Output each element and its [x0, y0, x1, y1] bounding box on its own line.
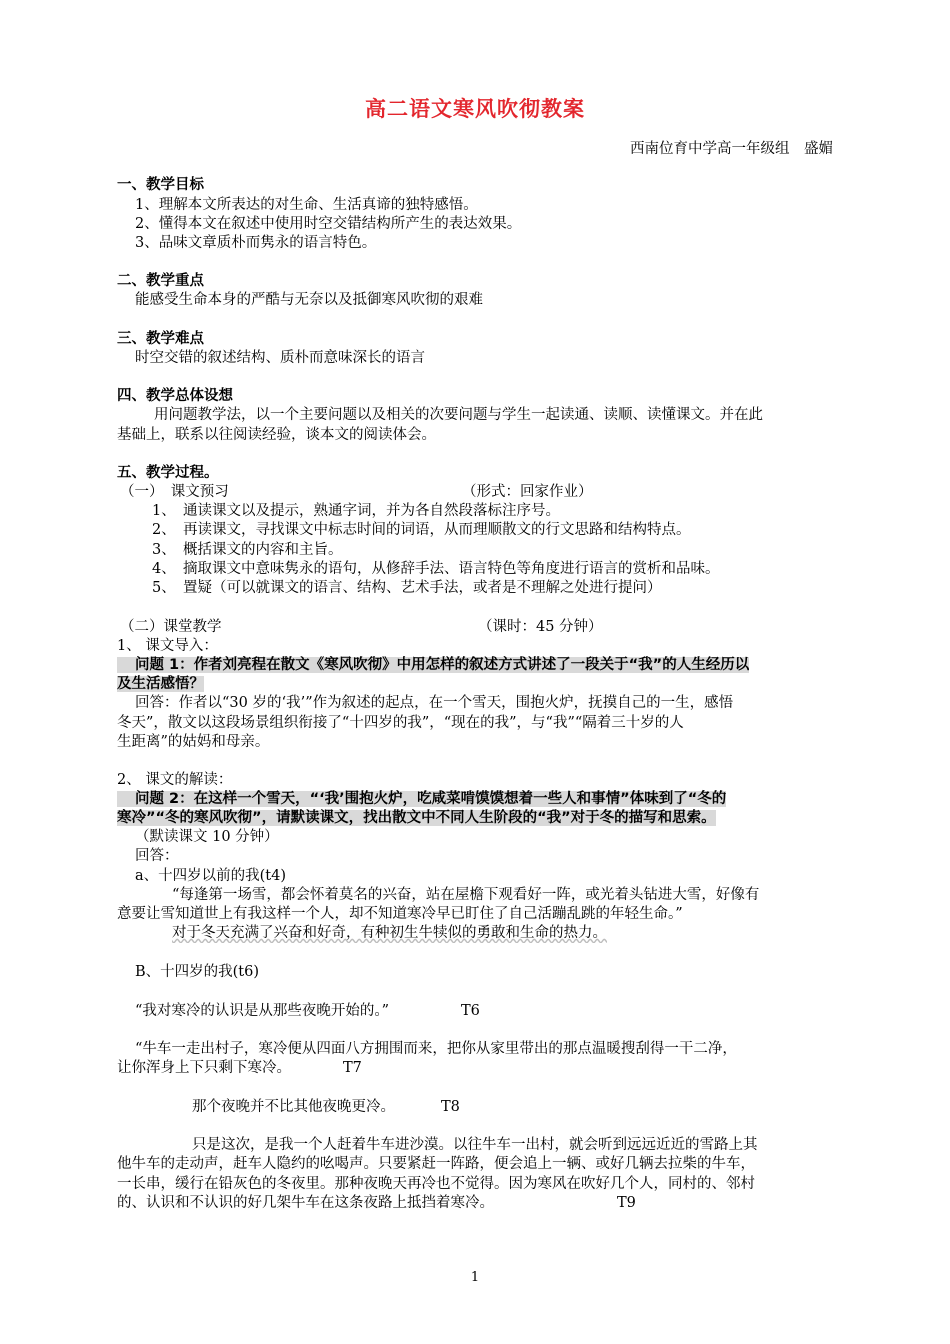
stage-b-quote: 只是这次，是我一个人赶着牛车进沙漠。以往牛车一出村，就会听到远远近近的雪路上其 — [192, 1137, 758, 1153]
question-2-line — [117, 808, 833, 828]
intro-heading: 1、 课文导入： — [117, 638, 218, 654]
difficulties-text: 时空交错的叙述结构、质朴而意味深长的语言 — [135, 350, 425, 366]
objective-item: 1、理解本文所表达的对生命、生活真谛的独特感悟。 — [135, 197, 478, 213]
paragraph-ref: T9 — [617, 1195, 636, 1211]
preview-item: 1、 通读课文以及提示，熟通字词，并为各自然段落标注序号。 — [152, 503, 560, 519]
design-text-line: 用问题教学法，以一个主要问题以及相关的次要问题与学生一起读通、读顺、读懂课文。并在此 — [154, 407, 763, 423]
question-1-text: 问题 1：作者刘亮程在散文《寒风吹彻》中用怎样的叙述方式讲述了一段关于“我”的人生经历以 — [117, 657, 749, 673]
section-heading-difficulties: 三、教学难点 — [117, 331, 204, 347]
design-text-line: 基础上，联系以往阅读经验，谈本文的阅读体会。 — [117, 427, 436, 443]
stage-b-quote: 一长串，缓行在铅灰色的冬夜里。那种夜晚天再冷也不觉得。因为寒风在吹好几个人，同村的、邻村 — [117, 1176, 755, 1192]
objective-item: 2、懂得本文在叙述中使用时空交错结构所产生的表达效果。 — [135, 216, 522, 232]
part-classroom-time: （课时：45 分钟） — [478, 619, 603, 635]
stage-a-quote: “每逢第一场雪，都会怀着莫名的兴奋，站在屋檐下观看好一阵，或光着头钻进大雪，好像有 — [172, 887, 760, 903]
silent-reading-note: （默读课文 10 分钟） — [135, 829, 279, 845]
stage-a-quote: 意要让雪知道世上有我这样一个人，却不知道寒冷早已盯住了自己活蹦乱跳的年轻生命。” — [117, 906, 683, 922]
answer-1-line: 冬天”，散文以这段场景组织衔接了“十四岁的我”，“现在的我”，与“我”“隔着三十岁的人 — [117, 715, 684, 731]
stage-b-quote: “我对寒冷的认识是从那些夜晚开始的。” — [135, 1003, 390, 1019]
answer-1-line: 生距离”的姑妈和母亲。 — [117, 734, 270, 750]
stage-b-quote: 那个夜晚并不比其他夜晚更冷。 — [192, 1099, 395, 1115]
objective-item: 3、品味文章质朴而隽永的语言特色。 — [135, 235, 377, 251]
paragraph-ref: T7 — [343, 1060, 362, 1076]
section-heading-overall-design: 四、教学总体设想 — [117, 388, 233, 404]
answer-label: 回答： — [135, 848, 179, 864]
part-preview-label: （一） 课文预习 — [120, 484, 229, 500]
question-2-text: 问题 2：在这样一个雪天，“‘我’围抱火炉，吃咸菜啃馍馍想着一些人和事情”体味到了“冬的 — [117, 791, 726, 807]
document-title: 高二语文寒风吹彻教案 — [365, 97, 585, 121]
section-heading-objectives: 一、教学目标 — [117, 177, 204, 193]
part-preview-form: （形式：回家作业） — [462, 484, 593, 500]
preview-item: 5、 置疑（可以就课文的语言、结构、艺术手法，或者是不理解之处进行提问） — [152, 580, 662, 596]
section-heading-process: 五、教学过程。 — [117, 465, 219, 481]
stage-a-note — [172, 923, 888, 943]
stage-b-heading: B、十四岁的我(t6) — [135, 964, 260, 980]
preview-item: 2、 再读课文，寻找课文中标志时间的词语，从而理顺散文的行文思路和结构特点。 — [152, 522, 691, 538]
stage-b-quote: 让你浑身上下只剩下寒冷。 — [117, 1060, 291, 1076]
stage-a-note-text: 对于冬天充满了兴奋和好奇，有种初生牛犊似的勇敢和生命的热力。 — [172, 925, 607, 941]
page-number: 1 — [470, 1270, 480, 1285]
paragraph-ref: T8 — [441, 1099, 460, 1115]
section-heading-key-points: 二、教学重点 — [117, 273, 204, 289]
preview-item: 4、 摘取课文中意味隽永的语句，从修辞手法、语言特色等角度进行语言的赏析和品味。 — [152, 561, 720, 577]
reading-heading: 2、 课文的解读： — [117, 772, 233, 788]
paragraph-ref: T6 — [461, 1003, 480, 1019]
stage-b-quote: 的、认识和不认识的好几架牛车在这条夜路上抵挡着寒冷。 — [117, 1195, 494, 1211]
question-1-text: 及生活感悟？ — [117, 676, 204, 692]
part-classroom-label: （二）课堂教学 — [120, 619, 222, 635]
question-1-line — [117, 674, 833, 694]
question-1-line — [117, 655, 833, 675]
key-points-text: 能感受生命本身的严酷与无奈以及抵御寒风吹彻的艰难 — [135, 292, 483, 308]
question-2-line — [117, 789, 833, 809]
question-2-text: 寒冷”“冬的寒风吹彻”，请默读课文，找出散文中不同人生阶段的“我”对于冬的描写和思索。 — [117, 810, 716, 826]
preview-item: 3、 概括课文的内容和主旨。 — [152, 542, 343, 558]
answer-1-line: 回答：作者以“30 岁的‘我’”作为叙述的起点，在一个雪天，围抱火炉，抚摸自己的一生，感悟 — [135, 695, 734, 711]
stage-b-quote: 他牛车的走动声，赶车人隐约的吆喝声。只要紧赶一阵路，便会追上一辆、或好几辆去拉柴的牛车， — [117, 1156, 755, 1172]
author-line: 西南位育中学高一年级组 盛媚 — [630, 141, 833, 157]
stage-b-quote: “牛车一走出村子，寒冷便从四面八方拥围而来，把你从家里带出的那点温暖搜刮得一干二净， — [135, 1041, 737, 1057]
stage-a-heading: a、十四岁以前的我(t4) — [135, 868, 287, 884]
